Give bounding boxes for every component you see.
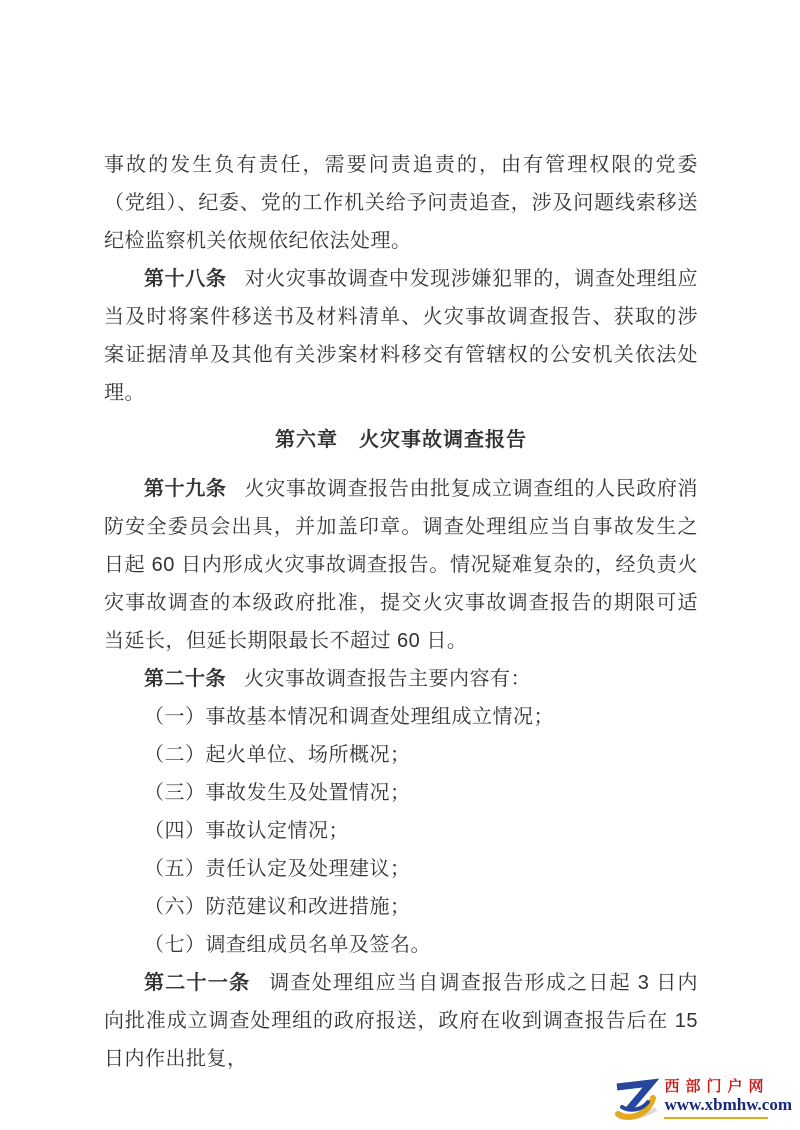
article-20-number: 第二十条 (144, 668, 226, 690)
article-21 (104, 964, 698, 1078)
site-logo-icon (610, 1074, 660, 1124)
list-item-7: （七）调查组成员名单及签名。 (144, 934, 431, 956)
chapter-heading: 第六章 火灾事故调查报告 (275, 429, 527, 451)
article-18 (104, 260, 698, 412)
paragraph-continuation: 事故的发生负有责任，需要问责追责的，由有管理权限的党委（党组）、纪委、党的工作机关给予问责追查，涉及问题线索移送纪检监察机关依规依纪依法处理。 (104, 154, 698, 252)
article-20 (104, 660, 698, 698)
list-item-3: （三）事故发生及处置情况； (144, 782, 411, 804)
article-21-number: 第二十一条 (144, 972, 251, 994)
logo-underline (664, 1117, 768, 1119)
site-watermark (610, 1074, 792, 1124)
list-item-4: （四）事故认定情况； (144, 820, 349, 842)
article-19 (104, 470, 698, 660)
article-20-text: 火灾事故调查报告主要内容有： (244, 668, 531, 690)
article-21-text: 调查处理组应当自调查报告形成之日起 3 日内向批准成立调查处理组的政府报送，政府在收到调查报告后在 15 日内作出批复， (104, 972, 698, 1070)
list-item-1: （一）事故基本情况和调查处理组成立情况； (144, 706, 554, 728)
list-item-6: （六）防范建议和改进措施； (144, 896, 411, 918)
list-item-2: （二）起火单位、场所概况； (144, 744, 411, 766)
site-name: 西部门户网 (664, 1078, 770, 1096)
site-logo-text (664, 1079, 792, 1118)
list-item-5: （五）责任认定及处理建议； (144, 858, 411, 880)
site-url: www.xbmhw.com (664, 1094, 792, 1114)
document-text-column (104, 146, 698, 1078)
article-19-text: 火灾事故调查报告由批复成立调查组的人民政府消防安全委员会出具，并加盖印章。调查处理组应当自事故发生之日起 60 日内形成火灾事故调查报告。情况疑难复杂的，经负责火灾事故调查的本级政府批准，提交火灾事故调查报告的期限可适当延长，但延长期限最长不超过 60 日。 (104, 478, 699, 652)
article-18-text: 对火灾事故调查中发现涉嫌犯罪的，调查处理组应当及时将案件移送书及材料清单、火灾事故调查报告、获取的涉案证据清单及其他有关涉案材料移交有管辖权的公安机关依法处理。 (104, 268, 699, 404)
article-19-number: 第十九条 (144, 478, 227, 500)
article-18-number: 第十八条 (144, 268, 227, 290)
